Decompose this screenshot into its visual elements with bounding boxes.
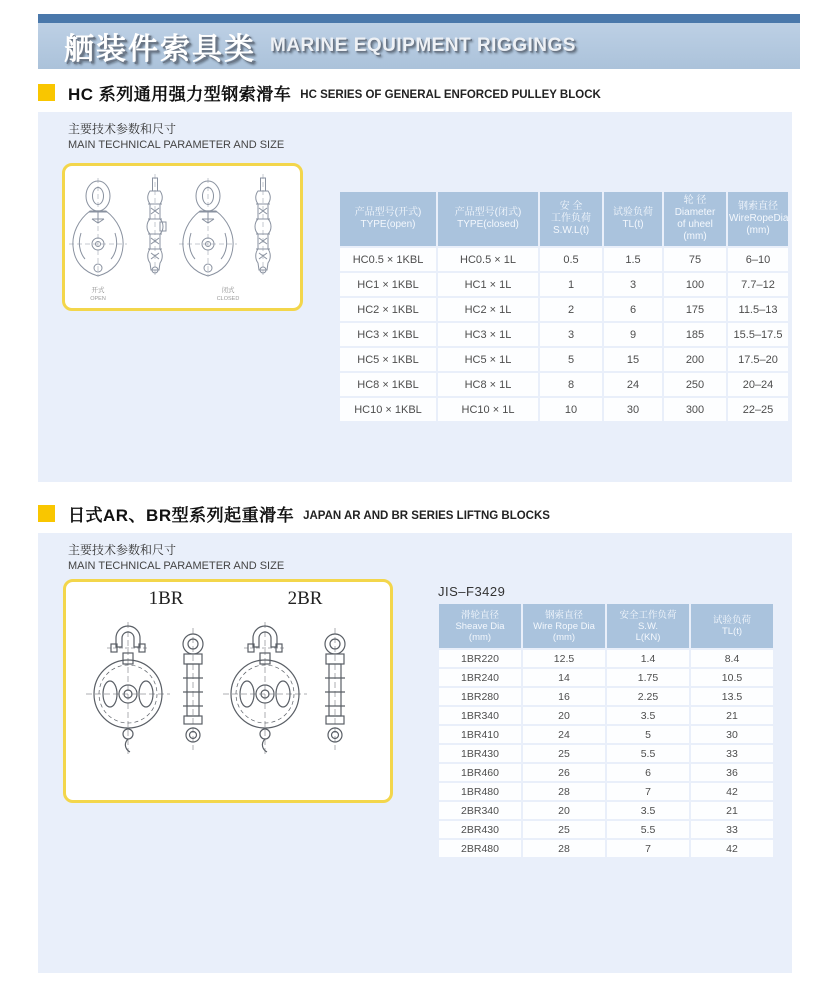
table-cell: HC2 × 1KBL <box>340 298 436 321</box>
table-cell: 1BR220 <box>439 650 521 667</box>
subtitle-en: MAIN TECHNICAL PARAMETER AND SIZE <box>68 560 285 572</box>
table-row <box>340 373 788 396</box>
jis-standard-label: JIS–F3429 <box>438 584 506 599</box>
column-header: 安 全 工作负荷 S.W.L(t) <box>540 192 602 246</box>
table-cell: HC1 × 1KBL <box>340 273 436 296</box>
table-cell: 7.7–12 <box>728 273 788 296</box>
table-row <box>340 398 788 421</box>
table-cell: HC2 × 1L <box>438 298 538 321</box>
table-cell: 25 <box>523 821 605 838</box>
table-row <box>340 273 788 296</box>
table-cell: 24 <box>604 373 662 396</box>
section2-panel <box>38 533 792 973</box>
diagram-label-1br: 1BR <box>148 588 184 609</box>
table-row <box>439 821 773 838</box>
table-cell: HC0.5 × 1L <box>438 248 538 271</box>
table-cell: 21 <box>691 707 773 724</box>
table-cell: 5.5 <box>607 745 689 762</box>
hc-pulley-drawings <box>65 166 300 308</box>
table-cell: 1BR430 <box>439 745 521 762</box>
table-cell: 13.5 <box>691 688 773 705</box>
table-cell: 7 <box>607 783 689 800</box>
table-cell: 20–24 <box>728 373 788 396</box>
table-cell: 8 <box>540 373 602 396</box>
table-cell: 6 <box>604 298 662 321</box>
page-title-zh: 舾装件索具类 <box>64 33 256 66</box>
table-cell: 22–25 <box>728 398 788 421</box>
table-cell: 1.5 <box>604 248 662 271</box>
table-cell: 1BR460 <box>439 764 521 781</box>
hc-parameters-table <box>338 190 790 423</box>
table-cell: 1 <box>540 273 602 296</box>
table-cell: 1BR240 <box>439 669 521 686</box>
table-cell: 3.5 <box>607 707 689 724</box>
column-header: 安全工作负荷 S.W. L(KN) <box>607 604 689 648</box>
table-row <box>439 726 773 743</box>
br-table-header-row <box>439 604 773 648</box>
table-row <box>439 707 773 724</box>
subtitle-zh: 主要技术参数和尺寸 <box>68 122 177 136</box>
table-cell: 1BR340 <box>439 707 521 724</box>
section1-panel <box>38 112 792 482</box>
br-blocks-drawings <box>66 582 390 800</box>
table-row <box>439 802 773 819</box>
table-cell: 26 <box>523 764 605 781</box>
table-cell: 1BR280 <box>439 688 521 705</box>
table-cell: 100 <box>664 273 726 296</box>
table-cell: 9 <box>604 323 662 346</box>
column-header: 滑轮直径 Sheave Dia (mm) <box>439 604 521 648</box>
table-cell: 185 <box>664 323 726 346</box>
table-cell: 24 <box>523 726 605 743</box>
hc-table-header-row <box>340 192 788 246</box>
table-cell: 1BR480 <box>439 783 521 800</box>
table-cell: HC3 × 1KBL <box>340 323 436 346</box>
subtitle-en: MAIN TECHNICAL PARAMETER AND SIZE <box>68 139 285 151</box>
table-row <box>439 764 773 781</box>
section1-title-en: HC SERIES OF GENERAL ENFORCED PULLEY BLOCK <box>300 88 601 101</box>
caption-open-en: OPEN <box>90 296 106 302</box>
table-cell: 2BR340 <box>439 802 521 819</box>
table-cell: 1BR410 <box>439 726 521 743</box>
table-cell: 42 <box>691 840 773 857</box>
table-row <box>340 248 788 271</box>
column-header: 钢索直径 Wire Rope Dia (mm) <box>523 604 605 648</box>
section2-title-en: JAPAN AR AND BR SERIES LIFTNG BLOCKS <box>303 509 550 522</box>
table-cell: 10.5 <box>691 669 773 686</box>
table-cell: 1.75 <box>607 669 689 686</box>
table-cell: HC0.5 × 1KBL <box>340 248 436 271</box>
table-cell: 0.5 <box>540 248 602 271</box>
page-title-en: MARINE EQUIPMENT RIGGINGS <box>270 35 576 56</box>
page-header <box>38 14 800 69</box>
table-cell: 5.5 <box>607 821 689 838</box>
table-cell: HC5 × 1L <box>438 348 538 371</box>
table-cell: 42 <box>691 783 773 800</box>
caption-closed-en: CLOSED <box>216 296 240 302</box>
br-table-body <box>439 650 773 857</box>
table-cell: 30 <box>604 398 662 421</box>
table-cell: HC1 × 1L <box>438 273 538 296</box>
table-cell: 200 <box>664 348 726 371</box>
column-header: 试验负荷 TL(t) <box>604 192 662 246</box>
table-cell: 3 <box>540 323 602 346</box>
table-cell: 30 <box>691 726 773 743</box>
table-cell: 8.4 <box>691 650 773 667</box>
table-cell: 3 <box>604 273 662 296</box>
yellow-square-bullet <box>38 84 55 101</box>
table-cell: HC3 × 1L <box>438 323 538 346</box>
table-cell: 7 <box>607 840 689 857</box>
table-cell: 20 <box>523 707 605 724</box>
table-cell: 36 <box>691 764 773 781</box>
table-cell: 75 <box>664 248 726 271</box>
table-cell: 16 <box>523 688 605 705</box>
table-cell: HC8 × 1L <box>438 373 538 396</box>
caption-open-zh: 开式 <box>91 287 105 294</box>
table-cell: 6–10 <box>728 248 788 271</box>
table-cell: 5 <box>607 726 689 743</box>
table-cell: 2 <box>540 298 602 321</box>
table-cell: 14 <box>523 669 605 686</box>
table-cell: 21 <box>691 802 773 819</box>
section2-heading <box>38 501 800 526</box>
section1-heading <box>38 80 800 105</box>
section2-subtitle <box>68 542 284 573</box>
table-cell: 2BR430 <box>439 821 521 838</box>
table-cell: 12.5 <box>523 650 605 667</box>
table-row <box>340 348 788 371</box>
header-top-stripe <box>38 14 800 23</box>
column-header: 产品型号(开式) TYPE(open) <box>340 192 436 246</box>
table-cell: 33 <box>691 821 773 838</box>
table-row <box>439 669 773 686</box>
table-cell: HC10 × 1L <box>438 398 538 421</box>
table-cell: 20 <box>523 802 605 819</box>
caption-closed-zh: 闭式 <box>221 287 235 294</box>
table-row <box>340 323 788 346</box>
table-cell: 28 <box>523 783 605 800</box>
table-cell: 11.5–13 <box>728 298 788 321</box>
hc-table-body <box>340 248 788 421</box>
table-row <box>340 298 788 321</box>
table-cell: 175 <box>664 298 726 321</box>
subtitle-zh: 主要技术参数和尺寸 <box>68 543 177 557</box>
table-cell: 1.4 <box>607 650 689 667</box>
yellow-square-bullet <box>38 505 55 522</box>
diagram-label-2br: 2BR <box>287 588 323 609</box>
br-blocks-diagram-box <box>63 579 393 803</box>
table-cell: 28 <box>523 840 605 857</box>
table-cell: 15.5–17.5 <box>728 323 788 346</box>
table-cell: 3.5 <box>607 802 689 819</box>
column-header: 试验负荷 TL(t) <box>691 604 773 648</box>
table-cell: 300 <box>664 398 726 421</box>
table-row <box>439 840 773 857</box>
section1-title-zh: HC 系列通用强力型钢索滑车 <box>68 85 292 104</box>
section1-subtitle <box>68 121 284 152</box>
table-row <box>439 650 773 667</box>
table-cell: HC8 × 1KBL <box>340 373 436 396</box>
header-bar <box>38 23 800 69</box>
table-row <box>439 688 773 705</box>
table-cell: 15 <box>604 348 662 371</box>
table-cell: 2BR480 <box>439 840 521 857</box>
table-cell: 10 <box>540 398 602 421</box>
table-cell: 33 <box>691 745 773 762</box>
column-header: 产品型号(闭式) TYPE(closed) <box>438 192 538 246</box>
table-cell: 25 <box>523 745 605 762</box>
section2-title-zh: 日式AR、BR型系列起重滑车 <box>68 506 295 525</box>
hc-pulley-diagram-box <box>62 163 303 311</box>
br-parameters-table <box>437 602 775 859</box>
table-cell: 6 <box>607 764 689 781</box>
table-row <box>439 783 773 800</box>
table-cell: HC5 × 1KBL <box>340 348 436 371</box>
table-cell: 250 <box>664 373 726 396</box>
table-cell: 5 <box>540 348 602 371</box>
column-header: 轮 径 Diameter of uheel (mm) <box>664 192 726 246</box>
column-header: 钢索直径 WireRopeDia (mm) <box>728 192 788 246</box>
table-row <box>439 745 773 762</box>
table-cell: 17.5–20 <box>728 348 788 371</box>
table-cell: 2.25 <box>607 688 689 705</box>
table-cell: HC10 × 1KBL <box>340 398 436 421</box>
